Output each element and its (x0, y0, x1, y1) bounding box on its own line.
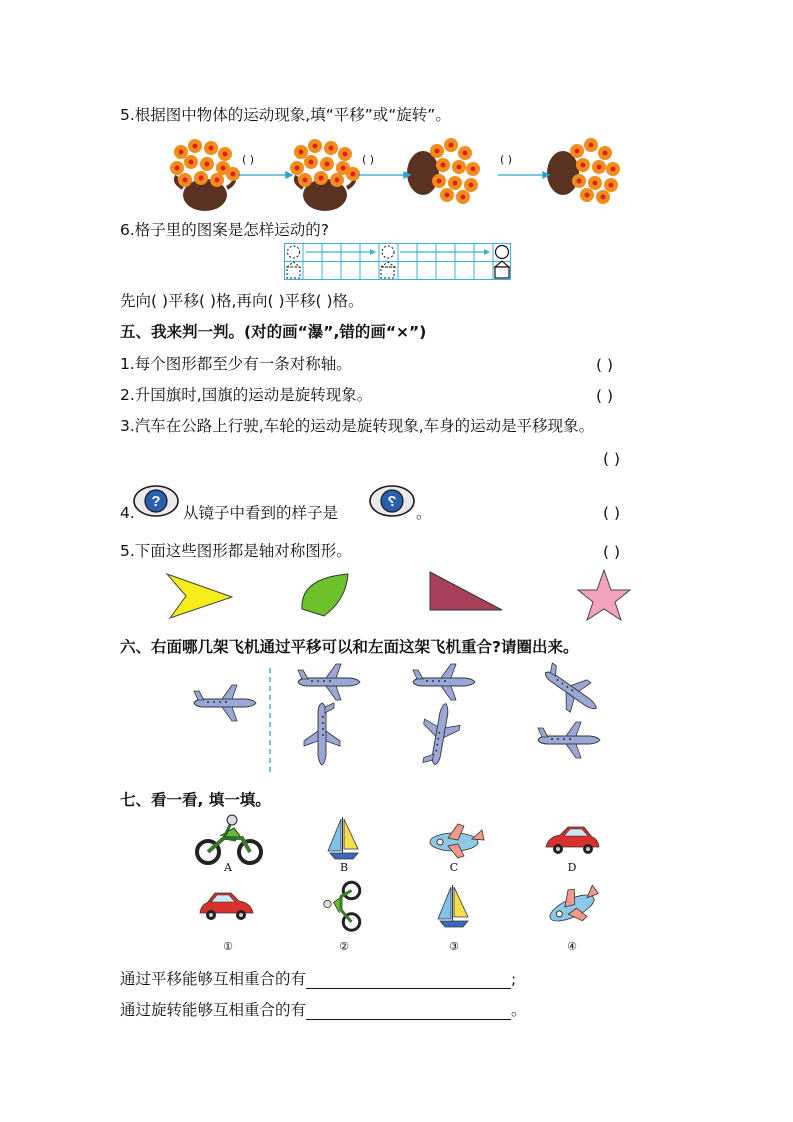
svg-text:?: ? (151, 493, 161, 510)
motorbike-icon-2 (324, 882, 360, 930)
label-b: B (339, 861, 349, 874)
planes-figure (0, 660, 793, 780)
plane-option-5 (535, 658, 606, 723)
toy-plane-icon (430, 824, 484, 858)
motorbike-icon (197, 815, 261, 863)
plane-option-1 (298, 664, 360, 700)
q6-answer-line[interactable]: 先向( )平移( )格,再向( )平移( )格。 (120, 292, 364, 310)
arrow-shape (167, 574, 232, 618)
grid-figure (284, 243, 514, 283)
q5-blank-1[interactable]: ( ) (242, 153, 255, 166)
leaf-shape (302, 574, 348, 616)
sec5-item-2: 2.升国旗时,国旗的运动是旋转现象。 (120, 386, 373, 404)
q5-blank-3[interactable]: ( ) (500, 153, 513, 166)
mirrored-question-mark-icon (369, 484, 419, 520)
star-shape (578, 570, 630, 620)
sec6-title: 六、右面哪几架飞机通过平移可以和左面这架飞机重合?请圈出来。 (120, 638, 579, 656)
label-d: D (567, 861, 577, 874)
sec5-item-3: 3.汽车在公路上行驶,车轮的运动是旋转现象,车身的运动是平移现象。 (120, 417, 595, 435)
sec5-paren-5[interactable]: ( ) (603, 543, 621, 561)
flower-pot-2 (290, 139, 360, 211)
label-a: A (224, 861, 232, 874)
flower-pot-4 (547, 138, 620, 204)
label-c: C (449, 861, 459, 874)
q5-title: 5.根据图中物体的运动现象,填“平移”或“旋转”。 (120, 106, 451, 124)
car-icon (546, 827, 599, 854)
sec5-paren-2[interactable]: ( ) (596, 387, 614, 405)
label-4: ④ (567, 940, 577, 953)
question-mark-icon (133, 484, 183, 520)
car-icon-1 (200, 893, 253, 920)
sailboat-icon-3 (438, 885, 468, 927)
plane-option-6 (538, 722, 600, 758)
fill-translation (120, 969, 516, 989)
q5-blank-2[interactable]: ( ) (362, 153, 375, 166)
label-3: ③ (449, 940, 459, 953)
fill-translation-blank[interactable] (306, 972, 511, 989)
sec5-item-4-num: 4. (120, 504, 135, 522)
sec5-item-1: 1.每个图形都至少有一条对称轴。 (120, 355, 352, 373)
fill-rotation-label: 通过旋转能够互相重合的有 (120, 1001, 307, 1019)
fill-translation-end: ; (511, 970, 517, 988)
sec7-pictures (0, 815, 793, 935)
shapes-row (0, 570, 793, 630)
plane-option-4 (417, 700, 463, 767)
flower-pot-sequence (0, 135, 793, 215)
fill-rotation (120, 1000, 527, 1020)
sec5-item-4-end: 。 (416, 504, 432, 522)
q6-title: 6.格子里的图案是怎样运动的? (120, 221, 330, 239)
plane-option-3 (413, 664, 475, 700)
reference-plane (194, 685, 256, 721)
label-1: ① (223, 940, 233, 953)
sec5-title: 五、我来判一判。(对的画“瀑”,错的画“×”) (120, 323, 427, 341)
toy-plane-icon-4 (543, 879, 606, 933)
sec7-title: 七、看一看, 填一填。 (120, 791, 271, 809)
flower-pot-3 (407, 138, 480, 204)
sec5-item-5: 5.下面这些图形都是轴对称图形。 (120, 542, 352, 560)
fill-rotation-blank[interactable] (306, 1003, 511, 1020)
label-2: ② (339, 940, 349, 953)
flower-pot-1 (170, 139, 240, 211)
sec5-paren-3[interactable]: ( ) (603, 450, 621, 468)
sec5-item-4-mid: 从镜子中看到的样子是 (183, 504, 339, 522)
right-triangle-shape (430, 572, 502, 610)
svg-text:?: ? (387, 493, 397, 510)
fill-translation-label: 通过平移能够互相重合的有 (120, 970, 307, 988)
sec5-paren-1[interactable]: ( ) (596, 356, 614, 374)
fill-rotation-end: 。 (511, 1001, 527, 1019)
sec5-paren-4[interactable]: ( ) (603, 504, 621, 522)
sailboat-icon (328, 817, 358, 859)
plane-option-2 (304, 703, 340, 765)
